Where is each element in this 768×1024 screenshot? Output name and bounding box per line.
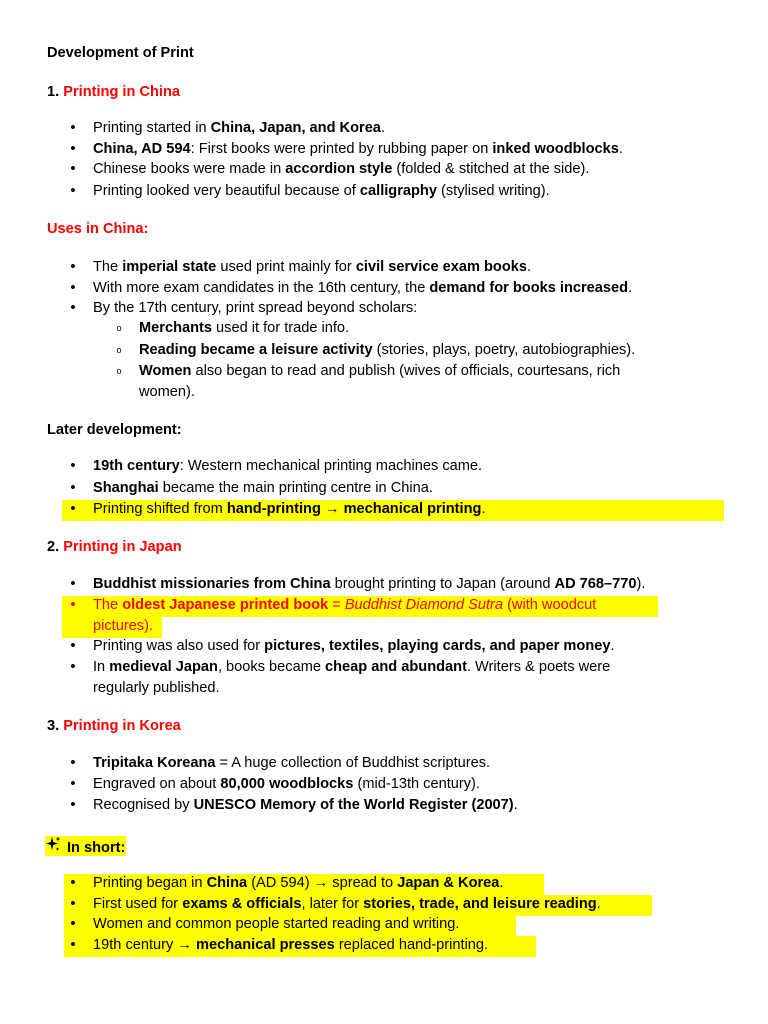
text: Printing was also used for — [93, 638, 265, 654]
text: used print mainly for — [216, 259, 356, 275]
sub-list-item — [139, 363, 620, 379]
text: (folded & stitched at the side). — [392, 161, 590, 177]
section-number: 3. — [47, 718, 60, 734]
list-item — [93, 797, 518, 813]
bold-text: UNESCO Memory of the World Register (2007) — [193, 797, 514, 813]
text: . — [380, 120, 385, 136]
bold-text: medieval Japan — [109, 659, 218, 675]
list-item — [93, 141, 623, 157]
bold-text: China, Japan, and Korea — [210, 120, 381, 136]
text: . — [499, 875, 504, 891]
sub-list-item — [139, 320, 349, 336]
text: . — [481, 501, 486, 517]
list-item — [93, 161, 589, 177]
sub-bullet-circle: o — [116, 366, 122, 376]
section-heading-korea — [47, 718, 181, 734]
bullet-dot: • — [70, 874, 76, 891]
bullet-dot: • — [70, 575, 76, 592]
list-item-continuation: regularly published. — [93, 680, 220, 696]
bullet-dot: • — [70, 775, 76, 792]
text: = — [328, 597, 345, 613]
bold-text: hand-printing → mechanical printing — [226, 501, 482, 517]
bold-text: Shanghai — [93, 480, 159, 496]
text: By the 17th century, print spread beyond scholars: — [93, 300, 418, 316]
list-item — [93, 458, 482, 474]
text: . — [527, 259, 532, 275]
text: became the main printing centre in China. — [158, 480, 433, 496]
text: Women and common people started reading and writing. — [93, 916, 460, 932]
text: : First books were printed by rubbing paper on — [190, 141, 493, 157]
bold-text: China — [206, 875, 248, 891]
bullet-dot: • — [70, 479, 76, 496]
list-item — [93, 597, 596, 613]
text: In — [93, 659, 110, 675]
text: (with woodcut — [503, 597, 597, 613]
list-item — [93, 501, 486, 517]
text: The — [93, 597, 123, 613]
bullet-dot: • — [70, 160, 76, 177]
section-title: Printing in Korea — [59, 718, 181, 734]
list-item — [93, 755, 490, 771]
section-heading-short — [45, 836, 126, 856]
sub-list-item-continuation: women). — [139, 384, 195, 400]
text: (stylised writing). — [436, 183, 550, 199]
bold-text: Women — [139, 363, 192, 379]
text: Printing shifted from — [93, 501, 227, 517]
list-item — [93, 937, 488, 953]
text: The — [93, 259, 123, 275]
bold-text: pictures, textiles, playing cards, and paper money — [264, 638, 611, 654]
text: (stories, plays, poetry, autobiographies). — [372, 342, 636, 358]
bold-text: Reading became a leisure activity — [139, 342, 373, 358]
text: . — [513, 797, 518, 813]
bullet-dot: • — [70, 119, 76, 136]
bullet-dot: • — [70, 596, 76, 613]
text: : Western mechanical printing machines came. — [179, 458, 483, 474]
bold-text: Tripitaka Koreana — [93, 755, 216, 771]
bold-text: accordion style — [285, 161, 393, 177]
bold-text: civil service exam books — [355, 259, 527, 275]
text: 19th century → — [93, 937, 197, 953]
section-heading-japan — [47, 539, 182, 555]
bullet-dot: • — [70, 299, 76, 316]
text: , later for — [301, 896, 364, 912]
bullet-dot: • — [70, 895, 76, 912]
text: . — [618, 141, 623, 157]
bullet-dot: • — [70, 457, 76, 474]
bold-text: Japan & Korea — [397, 875, 500, 891]
bullet-dot: • — [70, 637, 76, 654]
page-title: Development of Print — [47, 45, 194, 61]
sparkles-icon — [45, 836, 61, 856]
list-item-continuation: pictures). — [93, 618, 154, 634]
list-item — [93, 280, 632, 296]
list-item — [93, 300, 417, 316]
bold-text: 80,000 woodblocks — [220, 776, 354, 792]
bold-text: mechanical presses — [196, 937, 335, 953]
text: Printing started in — [93, 120, 211, 136]
bold-text: exams & officials — [182, 896, 302, 912]
text: (mid-13th century). — [353, 776, 480, 792]
text: replaced hand-printing. — [334, 937, 489, 953]
short-heading-text: In short: — [67, 840, 126, 856]
text: First used for — [93, 896, 183, 912]
sub-bullet-circle: o — [116, 345, 122, 355]
sub-list-item — [139, 342, 635, 358]
text: Recognised by — [93, 797, 194, 813]
text: Buddhist Diamond Sutra — [344, 597, 504, 613]
list-item — [93, 120, 385, 136]
section-number: 1. — [47, 84, 60, 100]
sub-bullet-circle: o — [116, 323, 122, 333]
text: brought printing to Japan (around — [330, 576, 555, 592]
bold-text: Buddhist missionaries from China — [93, 576, 331, 592]
bullet-dot: • — [70, 915, 76, 932]
bold-text: calligraphy — [359, 183, 437, 199]
bold-text: imperial state — [122, 259, 217, 275]
bold-text: inked woodblocks — [492, 141, 619, 157]
text: ). — [636, 576, 646, 592]
bullet-dot: • — [70, 140, 76, 157]
text: Chinese books were made in — [93, 161, 286, 177]
bold-text: Merchants — [139, 320, 212, 336]
bullet-dot: • — [70, 754, 76, 771]
section-title: Printing in China — [59, 84, 180, 100]
bold-text: 19th century — [93, 458, 180, 474]
list-item — [93, 638, 615, 654]
list-item — [93, 875, 503, 891]
text: . Writers & poets were — [466, 659, 611, 675]
text: Engraved on about — [93, 776, 221, 792]
list-item — [93, 776, 480, 792]
text: also began to read and publish (wives of officials, courtesans, rich — [191, 363, 621, 379]
text: Printing looked very beautiful because of — [93, 183, 360, 199]
text: . — [610, 638, 615, 654]
text: . — [628, 280, 633, 296]
list-item — [93, 183, 550, 199]
list-item — [93, 259, 531, 275]
list-item — [93, 480, 433, 496]
section-heading-china — [47, 84, 180, 100]
bold-text: cheap and abundant — [325, 659, 467, 675]
text: used it for trade info. — [212, 320, 350, 336]
text: . — [596, 896, 601, 912]
section-title: Printing in Japan — [59, 539, 182, 555]
list-item — [93, 916, 459, 932]
text: oldest Japanese printed book — [122, 597, 329, 613]
bullet-dot: • — [70, 258, 76, 275]
section-heading-later: Later development: — [47, 422, 182, 438]
section-heading-uses: Uses in China: — [47, 221, 149, 237]
bullet-dot: • — [70, 500, 76, 517]
list-item — [93, 576, 645, 592]
list-item — [93, 659, 610, 675]
bold-text: demand for books increased — [429, 280, 629, 296]
list-item — [93, 896, 601, 912]
bullet-dot: • — [70, 658, 76, 675]
text: = A huge collection of Buddhist scriptures. — [215, 755, 491, 771]
bullet-dot: • — [70, 279, 76, 296]
bold-text: AD 768–770 — [554, 576, 637, 592]
bullet-dot: • — [70, 796, 76, 813]
bold-text: China, AD 594 — [93, 141, 191, 157]
text: (AD 594) → spread to — [247, 875, 398, 891]
text: , books became — [217, 659, 326, 675]
text: With more exam candidates in the 16th century, the — [93, 280, 430, 296]
text: Printing began in — [93, 875, 207, 891]
bullet-dot: • — [70, 182, 76, 199]
bold-text: stories, trade, and leisure reading — [363, 896, 597, 912]
bullet-dot: • — [70, 936, 76, 953]
section-number: 2. — [47, 539, 60, 555]
